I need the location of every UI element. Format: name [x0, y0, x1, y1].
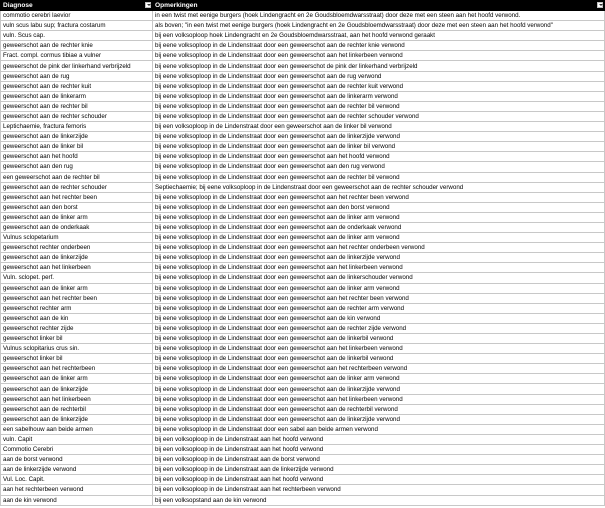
- diagnose-cell[interactable]: aan het rechterbeen verwond: [1, 485, 153, 495]
- diagnose-cell[interactable]: geweerschot aan het linkerbeen: [1, 263, 153, 273]
- opmerkingen-cell[interactable]: bij een volksoploop in de Lindenstraat aan het hoofd verwond: [153, 445, 605, 455]
- opmerkingen-cell[interactable]: bij eene volksoploop in de Lindenstraat door een geweerschot aan het rechter been verwond: [153, 293, 605, 303]
- diagnose-cell[interactable]: geweerschot aan het hoofd: [1, 152, 153, 162]
- opmerkingen-cell[interactable]: bij eene volksoploop in de Lindenstraat door een geweerschot aan den rug verwond: [153, 162, 605, 172]
- diagnose-cell[interactable]: vuln scus labu sup; fractura costarum: [1, 21, 153, 31]
- opmerkingen-cell[interactable]: bij eene volksoploop in de Lindenstraat door een geweerschot aan de onderkaak verwond: [153, 222, 605, 232]
- diagnose-cell[interactable]: geweerschot aan de linkerzijde: [1, 414, 153, 424]
- opmerkingen-cell[interactable]: Septiechaemie; bij eene volksoploop in de Lindenstraat door een geweerschot aan de rechter schouder verwond: [153, 182, 605, 192]
- diagnose-cell[interactable]: een sabelhouw aan beide armen: [1, 424, 153, 434]
- diagnose-cell[interactable]: geweerschot aan de linkerzijde: [1, 384, 153, 394]
- diagnose-cell[interactable]: geweerschot aan de linker arm: [1, 374, 153, 384]
- opmerkingen-cell[interactable]: bij eene volksoploop in de Lindenstraat door een geweerschot aan het linkerbeen verwond: [153, 51, 605, 61]
- diagnose-cell[interactable]: Leptichaemie, fractura femoris: [1, 122, 153, 132]
- opmerkingen-cell[interactable]: als boven; "in een twist met eenige burgers (hoek Lindengracht en 2e Goudsbloemdwarsstraat) door deze met een steen aan het hoofd verwond": [153, 21, 605, 31]
- table-row: [1, 434, 605, 444]
- table-row: [1, 122, 605, 132]
- opmerkingen-cell[interactable]: in een twist met eenige burgers (hoek Lindengracht en 2e Goudsbloemdwarsstraat) door deze met een steen aan het hoofd verwond.: [153, 11, 605, 21]
- table-row: [1, 132, 605, 142]
- opmerkingen-cell[interactable]: bij een volksoploop in de Lindenstraat door een geweerschot aan de linker bil verwond: [153, 122, 605, 132]
- table-row: [1, 424, 605, 434]
- opmerkingen-cell[interactable]: bij eene volksoploop in de Lindenstraat door een geweerschot aan het linkerbeen verwond: [153, 344, 605, 354]
- opmerkingen-cell[interactable]: bij eene volksoploop in de Lindenstraat door een geweerschot aan de linkerbil verwond: [153, 334, 605, 344]
- diagnose-cell[interactable]: geweerschot aan het rechter been: [1, 293, 153, 303]
- opmerkingen-cell[interactable]: bij eene volksoploop in de Lindenstraat door een geweerschot aan de linkerzijde verwond: [153, 384, 605, 394]
- table-row: [1, 41, 605, 51]
- opmerkingen-cell[interactable]: bij eene volksoploop in de Lindenstraat door een geweerschot aan de linker arm verwond: [153, 374, 605, 384]
- diagnose-cell[interactable]: geweerschot linker bil: [1, 354, 153, 364]
- table-row: [1, 263, 605, 273]
- opmerkingen-cell[interactable]: bij eene volksoploop in de Lindenstraat door een geweerschot aan het hoofd verwond: [153, 152, 605, 162]
- diagnose-cell[interactable]: geweerschot aan de rechter knie: [1, 41, 153, 51]
- table-row: [1, 455, 605, 465]
- opmerkingen-cell[interactable]: bij een volksoploop in de Lindenstraat aan de linkerzijde verwond: [153, 465, 605, 475]
- table-row: [1, 21, 605, 31]
- header-diagnose-label: Diagnose: [3, 2, 33, 9]
- opmerkingen-cell[interactable]: bij eene volksoploop in de Lindenstraat door een geweerschot aan den borst verwond: [153, 202, 605, 212]
- opmerkingen-cell[interactable]: bij een volksoploop in de Lindenstraat aan het hoofd verwond: [153, 434, 605, 444]
- table-row: [1, 445, 605, 455]
- opmerkingen-cell[interactable]: bij eene volksoploop in de Lindenstraat door een geweerschot aan de linkerzijde verwond: [153, 253, 605, 263]
- diagnose-cell[interactable]: geweerschot linker bil: [1, 334, 153, 344]
- opmerkingen-cell[interactable]: bij eene volksoploop in de Lindenstraat door een geweerschot aan de linkerzijde verwond: [153, 132, 605, 142]
- table-row: [1, 334, 605, 344]
- opmerkingen-cell[interactable]: bij eene volksoploop in de Lindenstraat door een geweerschot aan de linker bil verwond: [153, 142, 605, 152]
- header-opmerkingen[interactable]: [153, 1, 605, 11]
- diagnose-cell[interactable]: geweerschot rechter onderbeen: [1, 243, 153, 253]
- diagnose-cell[interactable]: Commotio Cerebri: [1, 445, 153, 455]
- table-row: [1, 323, 605, 333]
- table-row: [1, 495, 605, 505]
- diagnose-cell[interactable]: geweerschot aan het rechter been: [1, 192, 153, 202]
- filter-dropdown-icon[interactable]: [597, 2, 603, 8]
- table-row: [1, 71, 605, 81]
- table-row: [1, 344, 605, 354]
- opmerkingen-cell[interactable]: bij eene volksoploop in de Lindenstraat door een geweerschot aan het linkerbeen verwond: [153, 394, 605, 404]
- table-row: [1, 51, 605, 61]
- diagnose-cell[interactable]: geweerschot aan den rug: [1, 162, 153, 172]
- filter-dropdown-icon[interactable]: [145, 2, 151, 8]
- opmerkingen-cell[interactable]: bij eene volksoploop in de Lindenstraat door een geweerschot aan de rug verwond: [153, 71, 605, 81]
- table-row: [1, 11, 605, 21]
- diagnose-cell[interactable]: geweerschot aan de rechterbil: [1, 404, 153, 414]
- opmerkingen-cell[interactable]: bij eene volksoploop in de Lindenstraat door een geweerschot aan het rechter been verwond: [153, 192, 605, 202]
- table-row: [1, 404, 605, 414]
- diagnose-cell[interactable]: geweerschot aan de kin: [1, 313, 153, 323]
- diagnose-cell[interactable]: geweerschot de pink der linkerhand verbrijzeld: [1, 61, 153, 71]
- table-row: [1, 31, 605, 41]
- diagnose-cell[interactable]: geweerschot aan het rechterbeen: [1, 364, 153, 374]
- diagnose-cell[interactable]: geweerschot aan de linker bil: [1, 142, 153, 152]
- diagnose-cell[interactable]: commotio cerebri laevior: [1, 11, 153, 21]
- table-row: [1, 303, 605, 313]
- opmerkingen-cell[interactable]: bij een volksoploop in de Lindenstraat aan het hoofd verwond: [153, 475, 605, 485]
- diagnose-cell[interactable]: geweerschot aan de rechter kuit: [1, 81, 153, 91]
- table-row: [1, 293, 605, 303]
- opmerkingen-cell[interactable]: bij eene volksoploop in de Lindenstraat door een geweerschot aan de linkerschouder verwond: [153, 273, 605, 283]
- diagnose-cell[interactable]: Vulnus sclopitarius crus sin.: [1, 344, 153, 354]
- table-row: [1, 253, 605, 263]
- diagnose-cell[interactable]: geweerschot aan de rug: [1, 71, 153, 81]
- table-row: [1, 394, 605, 404]
- table-row: [1, 414, 605, 424]
- table-row: [1, 313, 605, 323]
- table-row: [1, 384, 605, 394]
- opmerkingen-cell[interactable]: bij eene volksoploop in de Lindenstraat door een geweerschot aan de linker arm verwond: [153, 233, 605, 243]
- opmerkingen-cell[interactable]: bij een volksoploop in de Lindenstraat aan het rechterbeen verwond: [153, 485, 605, 495]
- opmerkingen-cell[interactable]: bij eene volksoploop in de Lindenstraat door een geweerschot aan de rechter bil verwond: [153, 172, 605, 182]
- table-row: [1, 182, 605, 192]
- table-row: [1, 283, 605, 293]
- opmerkingen-cell[interactable]: bij eene volksoploop in de Lindenstraat door een geweerschot aan het linkerbeen verwond: [153, 263, 605, 273]
- header-diagnose[interactable]: [1, 1, 153, 11]
- opmerkingen-cell[interactable]: bij een volksoploop in de Lindenstraat aan de borst verwond: [153, 455, 605, 465]
- table-row: [1, 465, 605, 475]
- opmerkingen-cell[interactable]: bij eene volksoploop in de Lindenstraat door een geweerschot aan de linkerzijde verwond: [153, 414, 605, 424]
- diagnose-cell[interactable]: geweerschot aan de linkerzijde: [1, 132, 153, 142]
- table-row: [1, 354, 605, 364]
- table-body: [1, 11, 605, 506]
- diagnose-cell[interactable]: Vul. Loc. Capit.: [1, 475, 153, 485]
- opmerkingen-cell[interactable]: bij eene volksoploop in de Lindenstraat door een geweerschot aan de rechter zijde verwond: [153, 323, 605, 333]
- table-row: [1, 192, 605, 202]
- table-row: [1, 91, 605, 101]
- opmerkingen-cell[interactable]: bij eene volksoploop in de Lindenstraat door een geweerschot aan de rechter arm verwond: [153, 303, 605, 313]
- table-row: [1, 364, 605, 374]
- opmerkingen-cell[interactable]: bij eene volksoploop in de Lindenstraat door een geweerschot aan de rechter bil verwond: [153, 101, 605, 111]
- opmerkingen-cell[interactable]: bij eene volksoploop in de Lindenstraat door een geweerschot aan de rechter schouder verwond: [153, 111, 605, 121]
- diagnose-cell[interactable]: geweerschot aan de linker arm: [1, 212, 153, 222]
- table-row: [1, 81, 605, 91]
- table-row: [1, 111, 605, 121]
- diagnose-cell[interactable]: geweerschot aan de linkerzijde: [1, 253, 153, 263]
- opmerkingen-cell[interactable]: bij eene volksoploop in de Lindenstraat door een geweerschot de pink der linkerhand verbrijzeld: [153, 61, 605, 71]
- opmerkingen-cell[interactable]: bij eene volksoploop in de Lindenstraat door een geweerschot aan de linker arm verwond: [153, 212, 605, 222]
- table-row: [1, 172, 605, 182]
- diagnose-cell[interactable]: geweerschot aan de rechter bil: [1, 101, 153, 111]
- header-opmerkingen-label: Opmerkingen: [155, 2, 198, 9]
- diagnose-cell[interactable]: geweerschot rechter arm: [1, 303, 153, 313]
- diagnose-cell[interactable]: aan de linkerzijde verwond: [1, 465, 153, 475]
- table-row: [1, 162, 605, 172]
- table-row: [1, 374, 605, 384]
- opmerkingen-cell[interactable]: bij eene volksoploop in de Lindenstraat door een geweerschot aan de linkerarm verwond: [153, 91, 605, 101]
- opmerkingen-cell[interactable]: bij eene volksoploop in de Lindenstraat door een geweerschot aan het rechter onderbeen verwond: [153, 243, 605, 253]
- diagnose-cell[interactable]: geweerschot aan de linkerarm: [1, 91, 153, 101]
- table-row: [1, 485, 605, 495]
- table-row: [1, 233, 605, 243]
- diagnose-cell[interactable]: geweerschot rechter zijde: [1, 323, 153, 333]
- diagnose-cell[interactable]: vuln. Scus cap.: [1, 31, 153, 41]
- diagnose-cell[interactable]: geweerschot aan het linkerbeen: [1, 394, 153, 404]
- opmerkingen-cell[interactable]: bij eene volksoploop in de Lindenstraat door een geweerschot aan de linker arm verwond: [153, 283, 605, 293]
- diagnose-cell[interactable]: Vulnus sclopetarium: [1, 233, 153, 243]
- table-row: [1, 212, 605, 222]
- opmerkingen-cell[interactable]: bij een volksoploop hoek Lindengracht en 2e Goudsbloemdwarsstraat, aan het hoofd verwond geraakt: [153, 31, 605, 41]
- opmerkingen-cell[interactable]: bij eene volksoploop in de Lindenstraat door een sabel aan beide armen verwond: [153, 424, 605, 434]
- opmerkingen-cell[interactable]: bij eene volksoploop in de Lindenstraat door een geweerschot aan de rechter knie verwond: [153, 41, 605, 51]
- table-row: [1, 61, 605, 71]
- diagnose-cell[interactable]: Vuln. sclopet. perf.: [1, 273, 153, 283]
- opmerkingen-cell[interactable]: bij een volksopstand aan de kin verwond: [153, 495, 605, 505]
- diagnose-cell[interactable]: geweerschot aan den borst: [1, 202, 153, 212]
- table-row: [1, 202, 605, 212]
- diagnose-cell[interactable]: geweerschot aan de linker arm: [1, 283, 153, 293]
- diagnose-cell[interactable]: geweerschot aan de rechter schouder: [1, 111, 153, 121]
- diagnose-cell[interactable]: aan de borst verwond: [1, 455, 153, 465]
- diagnose-cell[interactable]: Fract. compl. cormus tibiae a vulner: [1, 51, 153, 61]
- table-row: [1, 222, 605, 232]
- table-row: [1, 243, 605, 253]
- opmerkingen-cell[interactable]: bij eene volksoploop in de Lindenstraat door een geweerschot aan het rechterbeen verwond: [153, 364, 605, 374]
- table-row: [1, 142, 605, 152]
- diagnose-cell[interactable]: vuln. Capit: [1, 434, 153, 444]
- diagnose-cell[interactable]: geweerschot aan de rechter schouder: [1, 182, 153, 192]
- diagnose-cell[interactable]: geweerschot aan de onderkaak: [1, 222, 153, 232]
- opmerkingen-cell[interactable]: bij eene volksoploop in de Lindenstraat door een geweerschot aan de kin verwond: [153, 313, 605, 323]
- table-row: [1, 152, 605, 162]
- opmerkingen-cell[interactable]: bij eene volksoploop in de Lindenstraat door een geweerschot aan de rechterbil verwond: [153, 404, 605, 414]
- table-row: [1, 475, 605, 485]
- diagnose-cell[interactable]: aan de kin verwond: [1, 495, 153, 505]
- table-row: [1, 273, 605, 283]
- opmerkingen-cell[interactable]: bij eene volksoploop in de Lindenstraat door een geweerschot aan de linkerbil verwond: [153, 354, 605, 364]
- opmerkingen-cell[interactable]: bij eene volksoploop in de Lindenstraat door een geweerschot aan de rechter kuit verwond: [153, 81, 605, 91]
- table-row: [1, 101, 605, 111]
- diagnose-cell[interactable]: een geweerschot aan de rechter bil: [1, 172, 153, 182]
- header-row: [1, 1, 605, 11]
